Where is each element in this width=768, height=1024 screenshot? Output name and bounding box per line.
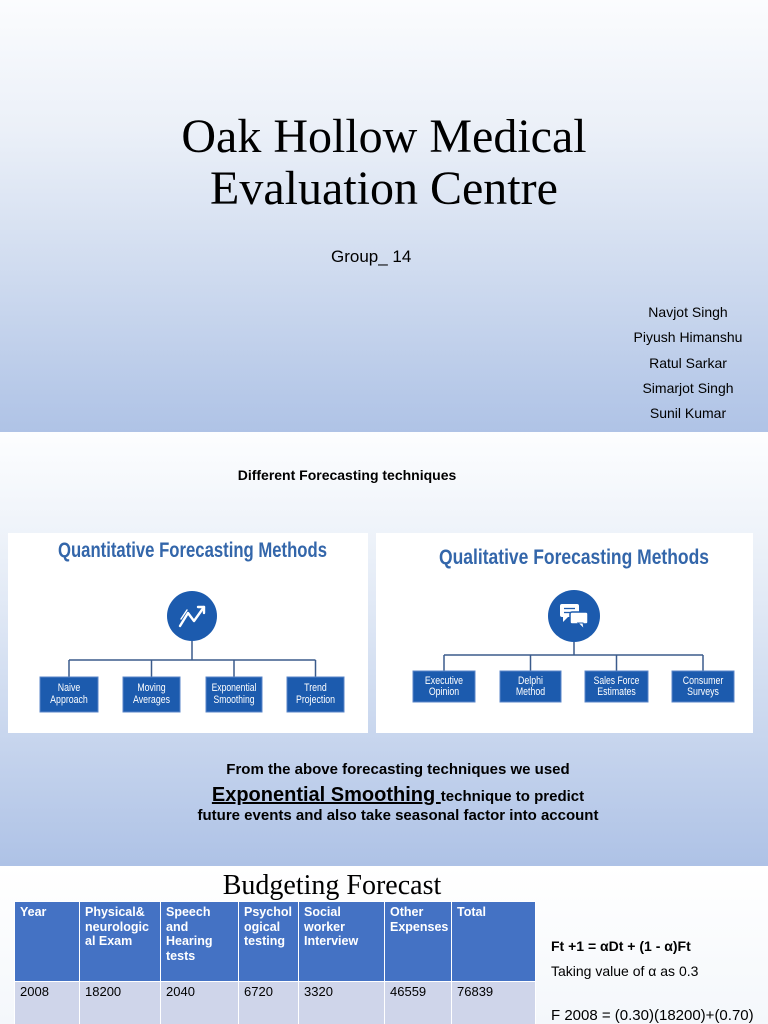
header-total <box>452 902 536 982</box>
header-text-line: Psychol <box>244 905 292 919</box>
table-cell-total: 76839 <box>452 982 536 1024</box>
title-line-2: Evaluation Centre <box>210 162 558 215</box>
method-label: Averages <box>133 694 170 707</box>
header-physical-neurological-exam <box>80 902 161 982</box>
header-other-expenses <box>385 902 452 982</box>
table-cell-year: 2008 <box>15 982 80 1024</box>
budget-slide <box>0 866 768 1024</box>
method-label: Method <box>515 686 546 699</box>
header-text-line: and <box>166 919 189 934</box>
member-name: Ratul Sarkar <box>649 354 727 371</box>
header-year <box>15 902 80 982</box>
summary-line-2 <box>148 783 648 809</box>
header-text-line: Physical& <box>85 905 145 919</box>
method-label: Estimates <box>597 686 636 699</box>
alpha-note: Taking value of α as 0.3 <box>551 963 699 979</box>
header-text-line: Other <box>390 905 424 919</box>
header-text-line: Social <box>304 905 341 919</box>
header-speech-hearing-tests <box>161 902 239 982</box>
header-social-worker-interview <box>299 902 385 982</box>
table-header-row <box>15 902 536 982</box>
method-label: Naive <box>57 682 81 695</box>
diagram-title: Quantitative Forecasting Methods <box>58 539 327 562</box>
method-label: Executive <box>424 675 464 688</box>
header-text-line: worker <box>304 919 345 934</box>
presentation-title <box>0 111 768 215</box>
header-text-line: Expenses <box>390 919 449 934</box>
method-label: Trend <box>304 682 327 695</box>
method-label: Delphi <box>518 675 543 688</box>
table-cell: 46559 <box>385 982 452 1024</box>
table-cell: 3320 <box>299 982 385 1024</box>
techniques-heading: Different Forecasting techniques <box>237 467 457 483</box>
method-label: Smoothing <box>213 694 255 707</box>
header-text-line: ogical <box>244 919 281 934</box>
budget-title: Budgeting Forecast <box>222 870 442 901</box>
budget-table <box>14 901 536 1024</box>
table-cell: 18200 <box>80 982 161 1024</box>
title-slide <box>0 0 768 432</box>
header-text-line: Speech <box>166 905 211 919</box>
header-text-line: Year <box>20 905 47 919</box>
method-label: Projection <box>295 694 336 707</box>
member-name: Navjot Singh <box>648 304 728 320</box>
method-label: Exponential <box>211 682 257 695</box>
header-text-line: Total <box>457 905 486 919</box>
table-row <box>15 982 536 1024</box>
method-label: Sales Force <box>593 675 640 688</box>
header-text-line: tests <box>166 948 196 963</box>
header-text-line: al Exam <box>85 934 133 948</box>
member-name: Simarjot Singh <box>642 379 734 396</box>
title-line-1: Oak Hollow Medical <box>181 110 587 163</box>
method-label: Approach <box>50 694 88 707</box>
method-label: Surveys <box>687 686 719 699</box>
quantitative-methods-diagram <box>8 533 368 733</box>
table-cell: 2040 <box>161 982 239 1024</box>
summary-highlight: Exponential Smoothing <box>211 784 441 806</box>
summary-line-2-rest: technique to predict <box>440 788 585 805</box>
group-label: Group_ 14 <box>331 247 412 266</box>
summary-line-1: From the above forecasting techniques we used <box>226 761 570 778</box>
summary-line-3: future events and also take seasonal factor into account <box>197 807 599 824</box>
table-cell: 6720 <box>239 982 299 1024</box>
header-text-line: testing <box>244 934 285 948</box>
smoothing-formula: Ft +1 = αDt + (1 - α)Ft <box>551 938 691 954</box>
header-text-line: Interview <box>304 934 359 948</box>
diagram-hub-circle <box>167 591 217 641</box>
techniques-slide <box>0 432 768 866</box>
diagram-title: Qualitative Forecasting Methods <box>439 546 709 569</box>
member-name: Piyush Himanshu <box>633 329 743 346</box>
header-psychological-testing <box>239 902 299 982</box>
header-text-line: Hearing <box>166 934 213 948</box>
method-label: Moving <box>137 682 166 695</box>
header-text-line: neurologic <box>85 919 149 934</box>
forecast-calculation: F 2008 = (0.30)(18200)+(0.70) <box>551 1007 754 1024</box>
qualitative-methods-diagram <box>376 533 753 733</box>
member-list <box>608 300 768 426</box>
method-label: Opinion <box>428 686 460 699</box>
member-name: Sunil Kumar <box>649 405 727 421</box>
method-label: Consumer <box>682 675 724 688</box>
